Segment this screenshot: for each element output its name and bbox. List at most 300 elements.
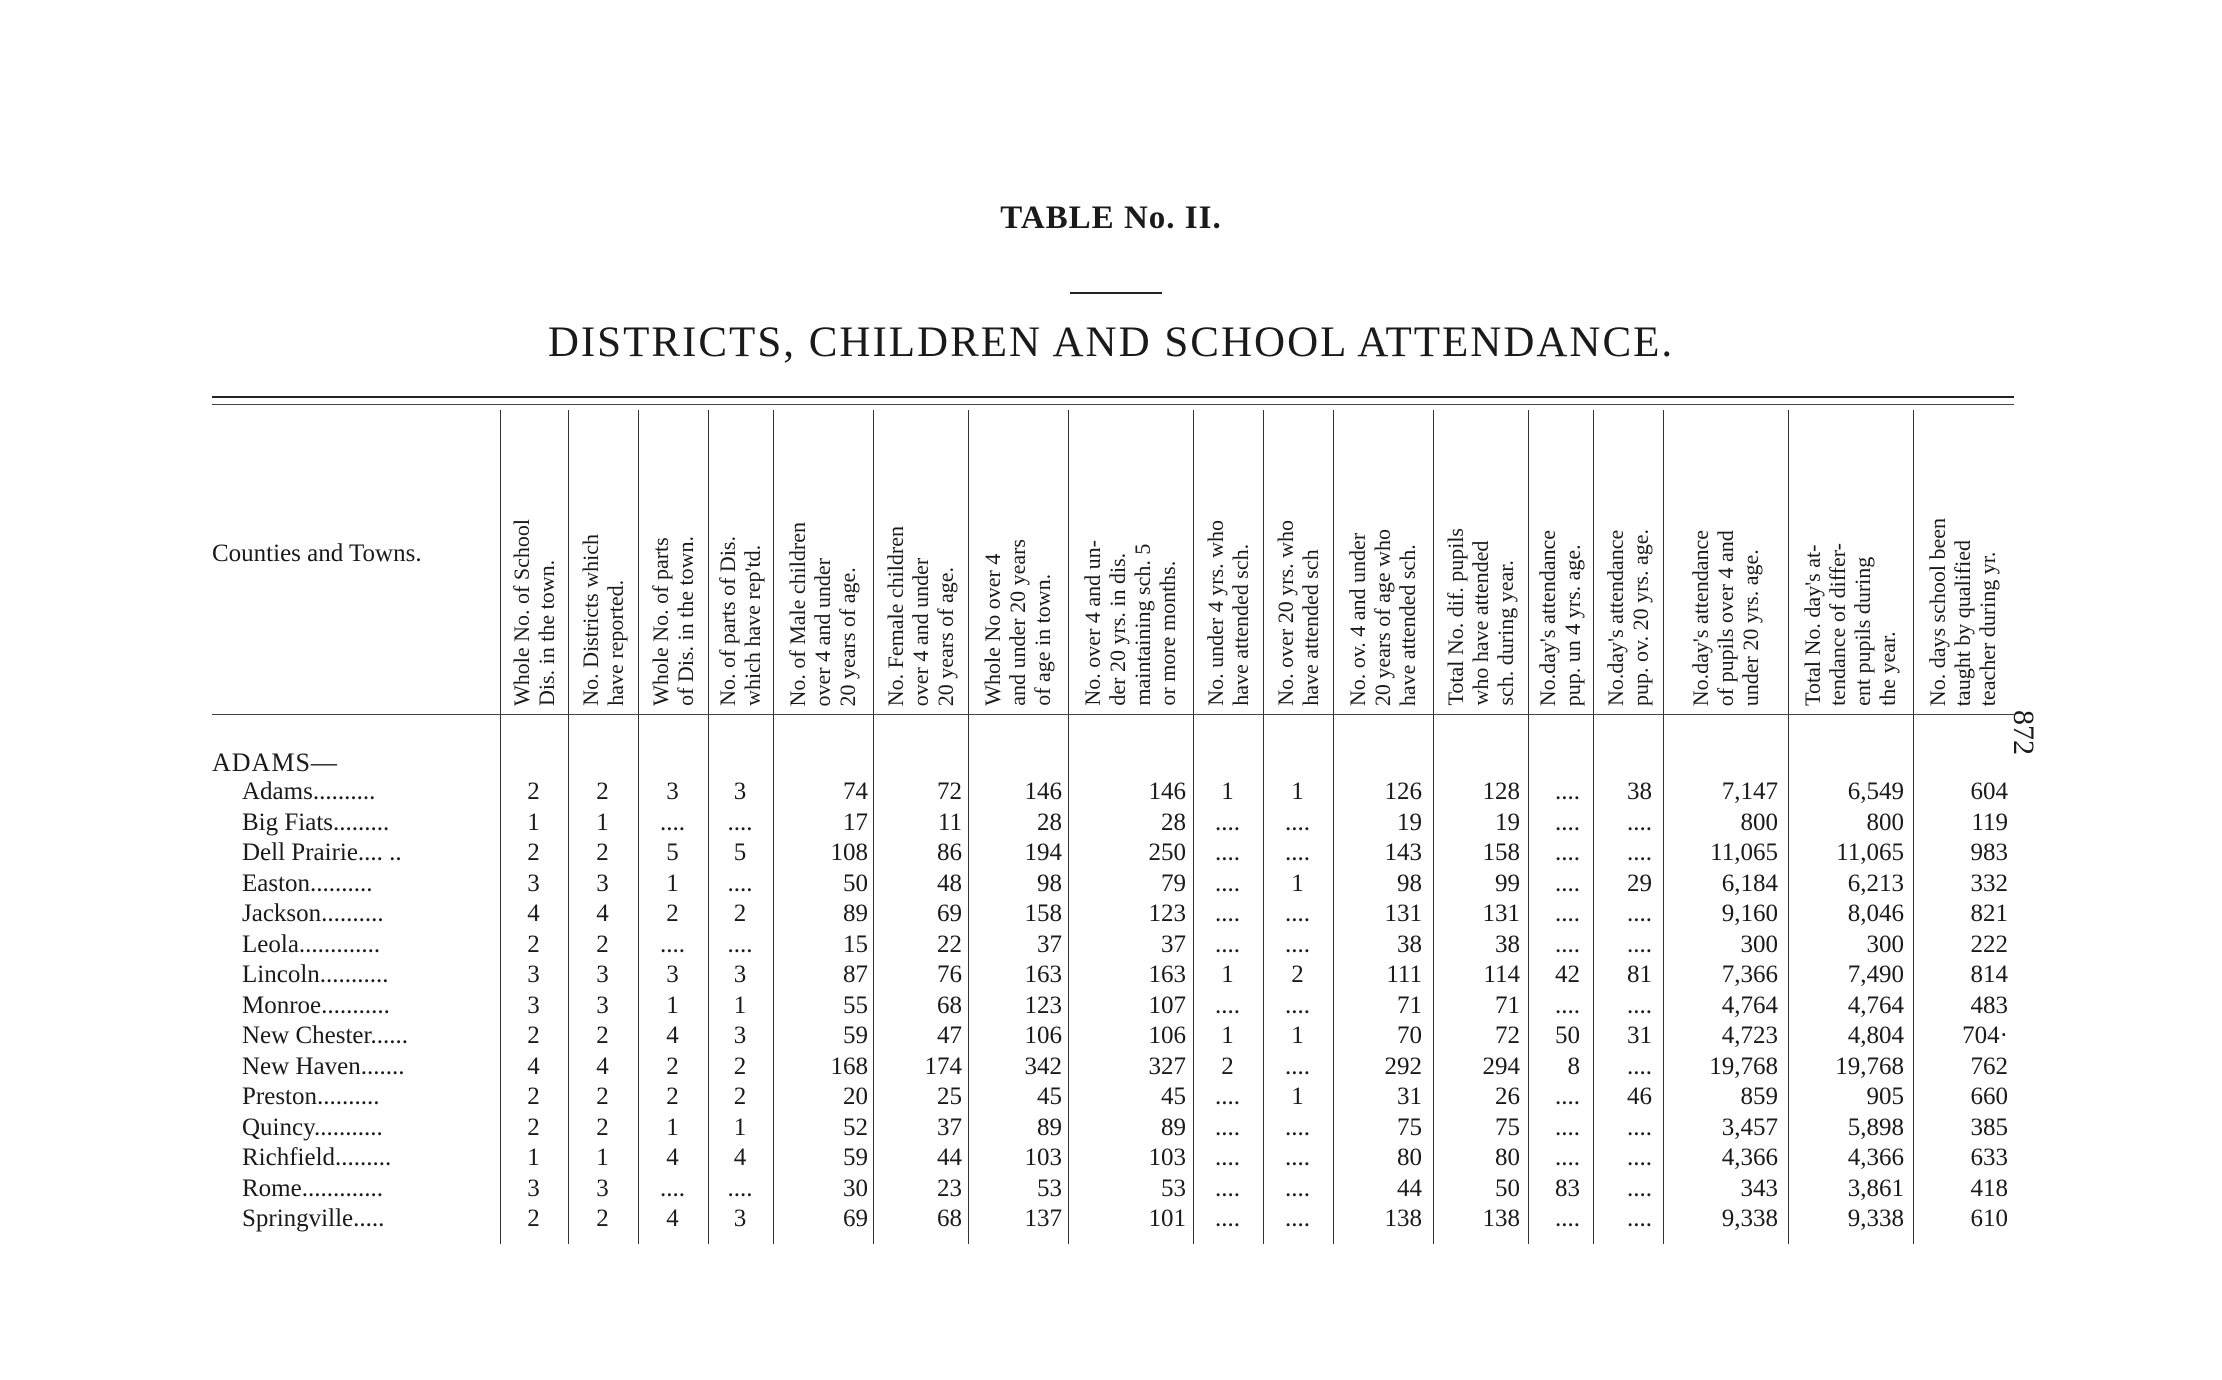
town-name: Big Fiats......... (242, 808, 390, 836)
table-cell: 4 (733, 1144, 747, 1171)
table-cell: 71 (1397, 991, 1422, 1019)
table-cell: 3 (527, 869, 540, 897)
table-cell: 26 (1495, 1083, 1520, 1110)
table-cell: 2 (1291, 961, 1304, 988)
town-name: Jackson.......... (242, 900, 384, 927)
table-cell: 44 (937, 1144, 962, 1171)
table-cell: 52 (843, 1113, 868, 1141)
table-cell: 128 (1482, 778, 1520, 805)
table-cell: .... (1285, 1113, 1310, 1141)
town-name: New Haven....... (242, 1052, 405, 1080)
table-cell: 3 (733, 1205, 747, 1232)
table-cell: 9,338 (1721, 1205, 1778, 1232)
table-cell: 2 (666, 1052, 679, 1080)
table-cell: 814 (1970, 961, 2008, 988)
table-cell: 158 (1024, 900, 1062, 927)
town-name: New Chester...... (242, 1022, 408, 1049)
column-header-label: No. ov. 4 and under 20 years of age who have attended sch. (1345, 528, 1420, 706)
table-cell: .... (727, 869, 753, 897)
table-cell: 50 (843, 869, 868, 897)
table-cell: 98 (1037, 869, 1062, 897)
table-cell: 2 (596, 1205, 609, 1232)
table-cell: .... (1555, 778, 1580, 805)
header-rule (212, 714, 2014, 715)
table-cell: 2 (527, 1022, 540, 1049)
table-cell: 2 (596, 1083, 609, 1110)
top-rule (212, 396, 2014, 398)
table-cell: 385 (1970, 1113, 2008, 1141)
column-header-2 (570, 416, 635, 706)
table-cell: .... (1285, 1144, 1310, 1171)
table-cell: 37 (937, 1113, 962, 1141)
table-cell: 45 (1037, 1083, 1062, 1110)
table-cell: 660 (1970, 1083, 2008, 1110)
table-row (0, 778, 2222, 808)
table-cell: 5,898 (1847, 1113, 1904, 1141)
table-cell: 342 (1024, 1052, 1062, 1080)
table-cell: 168 (830, 1052, 868, 1080)
table-cell: 48 (937, 869, 962, 897)
table-row (0, 1175, 2222, 1205)
table-cell: 2 (596, 778, 609, 805)
table-cell: 3 (596, 869, 609, 897)
table-cell: 76 (937, 961, 962, 988)
table-cell: 55 (843, 991, 868, 1019)
table-cell: 146 (1148, 778, 1186, 805)
table-cell: .... (1627, 1174, 1652, 1202)
column-header-5 (775, 416, 870, 706)
table-cell: 123 (1148, 900, 1186, 927)
table-cell: 89 (1037, 1113, 1062, 1141)
table-cell: 68 (937, 1205, 962, 1232)
table-cell: 23 (937, 1174, 962, 1202)
table-cell: .... (1555, 1144, 1580, 1171)
table-row (0, 961, 2222, 991)
county-name: ADAMS— (212, 748, 338, 777)
town-name: Lincoln........... (242, 961, 389, 988)
table-cell: 17 (843, 808, 868, 836)
table-cell: .... (1555, 869, 1580, 897)
table-cell: .... (1627, 808, 1652, 836)
table-cell: 50 (1555, 1022, 1580, 1049)
table-cell: 81 (1627, 961, 1652, 988)
table-row (0, 931, 2222, 961)
table-cell: 1 (596, 1144, 609, 1171)
table-cell: 7,366 (1721, 961, 1778, 988)
column-header-label: No.day's attendance pup. un 4 yrs. age. (1535, 529, 1585, 706)
table-cell: 3,861 (1847, 1174, 1904, 1202)
table-cell: 71 (1495, 991, 1520, 1019)
table-cell: 163 (1024, 961, 1062, 988)
town-name: Easton.......... (242, 869, 373, 897)
table-cell: 46 (1627, 1083, 1652, 1110)
table-cell: .... (1285, 839, 1310, 866)
table-cell: 19 (1495, 808, 1520, 836)
table-cell: 3 (733, 1022, 747, 1049)
table-cell: 158 (1482, 839, 1520, 866)
column-header-label: No. over 4 and un- der 20 yrs. in dis. maintaining sch. 5 or more months. (1080, 540, 1180, 706)
table-cell: 1 (1291, 869, 1304, 897)
table-cell: 138 (1384, 1205, 1422, 1232)
table-cell: 20 (843, 1083, 868, 1110)
table-cell: 5 (666, 839, 679, 866)
table-cell: 25 (937, 1083, 962, 1110)
table-cell: .... (1285, 930, 1310, 958)
table-cell: .... (1215, 1144, 1240, 1171)
table-cell: 6,184 (1721, 869, 1778, 897)
table-cell: 1 (733, 1113, 747, 1141)
table-cell: 11,065 (1710, 839, 1778, 866)
table-cell: 4 (527, 900, 540, 927)
table-cell: 2 (527, 930, 540, 958)
table-cell: .... (1215, 1205, 1240, 1232)
table-cell: 98 (1397, 869, 1422, 897)
table-cell: 137 (1024, 1205, 1062, 1232)
table-cell: 332 (1970, 869, 2008, 897)
table-cell: 28 (1037, 808, 1062, 836)
column-header-15 (1665, 416, 1785, 706)
town-name: Dell Prairie.... .. (242, 839, 402, 866)
table-cell: 2 (733, 900, 747, 927)
column-header-3 (640, 416, 705, 706)
table-cell: .... (1627, 1113, 1652, 1141)
table-cell: 38 (1627, 778, 1652, 805)
table-cell: 7,147 (1721, 778, 1778, 805)
table-cell: .... (1555, 839, 1580, 866)
top-rule-thin (212, 404, 2014, 405)
column-header-10 (1265, 416, 1330, 706)
column-header-14 (1595, 416, 1660, 706)
table-cell: .... (1627, 930, 1652, 958)
table-cell: .... (1215, 991, 1240, 1019)
table-row (0, 839, 2222, 869)
table-cell: 610 (1970, 1205, 2008, 1232)
table-cell: .... (660, 808, 685, 836)
table-cell: 4,764 (1847, 991, 1904, 1019)
table-cell: 3 (527, 961, 540, 988)
column-header-8 (1070, 416, 1190, 706)
table-row (0, 900, 2222, 930)
table-cell: 3 (527, 1174, 540, 1202)
table-cell: 327 (1148, 1052, 1186, 1080)
table-cell: 2 (596, 839, 609, 866)
table-cell: .... (1555, 1205, 1580, 1232)
table-cell: 4 (596, 1052, 609, 1080)
column-header-16 (1790, 416, 1910, 706)
table-cell: 1 (1291, 778, 1304, 805)
table-cell: 6,549 (1847, 778, 1904, 805)
table-cell: 1 (666, 991, 679, 1019)
table-cell: 8 (1567, 1052, 1580, 1080)
table-cell: 1 (1221, 961, 1234, 988)
table-cell: 163 (1148, 961, 1186, 988)
table-cell: 50 (1495, 1174, 1520, 1202)
table-row (0, 1144, 2222, 1174)
title-divider (1070, 292, 1162, 294)
table-cell: 59 (843, 1022, 868, 1049)
town-name: Adams.......... (242, 778, 376, 805)
table-cell: 4,804 (1847, 1022, 1904, 1049)
table-cell: 194 (1024, 839, 1062, 866)
table-row (0, 1205, 2222, 1235)
page-number: 872 (2007, 710, 2040, 755)
table-cell: .... (1215, 808, 1240, 836)
table-cell: 300 (1740, 930, 1778, 958)
table-cell: 4,723 (1721, 1022, 1778, 1049)
table-cell: 79 (1161, 869, 1186, 897)
table-cell: 89 (1161, 1113, 1186, 1141)
table-row (0, 1053, 2222, 1083)
column-header-17 (1915, 416, 2010, 706)
column-header-label: No. of Male children over 4 and under 20 years of age. (785, 521, 860, 706)
table-cell: .... (1555, 930, 1580, 958)
table-cell: 292 (1384, 1052, 1422, 1080)
table-cell: 19,768 (1835, 1052, 1904, 1080)
table-cell: 6,213 (1847, 869, 1904, 897)
table-cell: 3 (596, 1174, 609, 1202)
table-cell: 89 (843, 900, 868, 927)
table-cell: 123 (1024, 991, 1062, 1019)
table-cell: 704· (1962, 1022, 2008, 1049)
table-cell: 604 (1970, 778, 2008, 805)
column-header-label: Whole No. of School Dis. in the town. (508, 519, 559, 706)
table-cell: 108 (830, 839, 868, 866)
table-cell: 37 (1037, 930, 1062, 958)
table-row (0, 870, 2222, 900)
table-cell: 821 (1970, 900, 2008, 927)
column-header-label: No. days school been taught by qualified teacher during yr. (1925, 517, 2000, 706)
column-header-label: Whole No over 4 and under 20 years of age in town. (980, 539, 1055, 706)
column-header-13 (1530, 416, 1590, 706)
table-cell: .... (727, 1174, 753, 1202)
table-cell: 2 (733, 1083, 747, 1110)
table-cell: 38 (1495, 930, 1520, 958)
table-cell: 800 (1740, 808, 1778, 836)
table-cell: .... (1627, 1144, 1652, 1171)
table-cell: 42 (1555, 961, 1580, 988)
table-cell: .... (1627, 1205, 1652, 1232)
table-cell: 29 (1627, 869, 1652, 897)
column-header-11 (1335, 416, 1430, 706)
table-cell: 800 (1866, 808, 1904, 836)
table-cell: 1 (527, 1144, 540, 1171)
table-cell: 45 (1161, 1083, 1186, 1110)
table-cell: 859 (1740, 1083, 1778, 1110)
table-row (0, 1022, 2222, 1052)
table-cell: 38 (1397, 930, 1422, 958)
table-cell: 1 (1221, 1022, 1234, 1049)
table-cell: 53 (1161, 1174, 1186, 1202)
town-name: Springville..... (242, 1205, 385, 1232)
table-cell: 483 (1970, 991, 2008, 1019)
table-cell: 107 (1148, 991, 1186, 1019)
table-cell: .... (1555, 808, 1580, 836)
table-cell: 11 (937, 808, 962, 836)
table-cell: 174 (924, 1052, 962, 1080)
table-cell: 2 (527, 1205, 540, 1232)
table-cell: 70 (1397, 1022, 1422, 1049)
table-cell: .... (1285, 1205, 1310, 1232)
table-cell: 1 (733, 991, 747, 1019)
table-title: TABLE No. II. (1000, 200, 1222, 236)
table-cell: 19 (1397, 808, 1422, 836)
table-row (0, 1083, 2222, 1113)
table-cell: 143 (1384, 839, 1422, 866)
column-header-counties: Counties and Towns. (212, 540, 422, 567)
table-cell: 138 (1482, 1205, 1520, 1232)
table-cell: .... (1215, 839, 1240, 866)
table-cell: 80 (1397, 1144, 1422, 1171)
table-cell: 146 (1024, 778, 1062, 805)
column-header-9 (1195, 416, 1260, 706)
column-header-label: No. Female children over 4 and under 20 years of age. (882, 525, 958, 706)
town-name: Monroe........... (242, 991, 390, 1019)
table-cell: 4 (666, 1205, 679, 1232)
column-header-label: No. under 4 yrs. who have attended sch. (1202, 520, 1253, 706)
table-cell: .... (1555, 900, 1580, 927)
table-cell: .... (1285, 991, 1310, 1019)
table-cell: 8,046 (1847, 900, 1904, 927)
table-cell: 106 (1024, 1022, 1062, 1049)
town-name: Richfield......... (242, 1144, 392, 1171)
table-subtitle: DISTRICTS, CHILDREN AND SCHOOL ATTENDANCE. (547, 319, 1675, 366)
table-cell: 75 (1495, 1113, 1520, 1141)
column-header-4 (710, 416, 770, 706)
column-header-label: Whole No. of parts of Dis. in the town. (647, 536, 698, 706)
town-name: Quincy........... (242, 1113, 383, 1141)
table-cell: 131 (1482, 900, 1520, 927)
table-cell: 68 (937, 991, 962, 1019)
table-cell: .... (727, 808, 753, 836)
table-cell: .... (1627, 839, 1652, 866)
table-cell: 80 (1495, 1144, 1520, 1171)
table-cell: .... (1215, 1113, 1240, 1141)
table-cell: 19,768 (1709, 1052, 1778, 1080)
table-cell: 4 (527, 1052, 540, 1080)
table-cell: 72 (1495, 1022, 1520, 1049)
table-cell: .... (1215, 869, 1240, 897)
table-cell: 3,457 (1721, 1113, 1778, 1141)
table-cell: 300 (1866, 930, 1904, 958)
table-cell: 83 (1555, 1174, 1580, 1202)
table-cell: 59 (843, 1144, 868, 1171)
table-cell: 1 (596, 808, 609, 836)
table-cell: .... (1627, 991, 1652, 1019)
table-cell: 1 (1291, 1022, 1304, 1049)
table-cell: 2 (1221, 1052, 1234, 1080)
table-cell: 31 (1627, 1022, 1652, 1049)
table-cell: 3 (733, 778, 747, 805)
table-cell: 2 (596, 1022, 609, 1049)
table-cell: 75 (1397, 1113, 1422, 1141)
table-cell: 11,065 (1836, 839, 1904, 866)
town-name: Rome............. (242, 1174, 383, 1202)
table-cell: 4,764 (1721, 991, 1778, 1019)
table-cell: 22 (937, 930, 962, 958)
table-cell: 4,366 (1847, 1144, 1904, 1171)
table-cell: 1 (527, 808, 540, 836)
table-cell: 4 (596, 900, 609, 927)
column-header-label: Total No. dif. pupils who have attended sch. during year. (1442, 528, 1518, 706)
table-cell: 3 (596, 991, 609, 1019)
column-header-7 (970, 416, 1065, 706)
column-header-label: No. Districts which have reported. (577, 534, 628, 706)
table-cell: 1 (666, 1113, 679, 1141)
table-cell: 2 (596, 1113, 609, 1141)
table-cell: 126 (1384, 778, 1422, 805)
table-row (0, 992, 2222, 1022)
table-cell: 222 (1970, 930, 2008, 958)
column-header-label: No. over 20 yrs. who have attended sch (1272, 520, 1323, 706)
table-cell: 69 (843, 1205, 868, 1232)
table-cell: 7,490 (1847, 961, 1904, 988)
table-cell: 3 (733, 961, 747, 988)
table-cell: 47 (937, 1022, 962, 1049)
table-cell: 418 (1970, 1174, 2008, 1202)
table-cell: .... (1555, 991, 1580, 1019)
table-cell: 4,366 (1721, 1144, 1778, 1171)
column-header-12 (1435, 416, 1525, 706)
table-cell: 114 (1483, 961, 1520, 988)
table-cell: 3 (527, 991, 540, 1019)
table-row (0, 1114, 2222, 1144)
table-cell: 119 (1971, 808, 2008, 836)
table-cell: 15 (843, 930, 868, 958)
table-cell: 53 (1037, 1174, 1062, 1202)
table-cell: 74 (843, 778, 868, 805)
table-cell: 983 (1970, 839, 2008, 866)
table-cell: .... (1285, 808, 1310, 836)
table-cell: 2 (666, 900, 679, 927)
table-cell: 1 (1291, 1083, 1304, 1110)
table-cell: 3 (666, 778, 679, 805)
town-name: Leola............. (242, 930, 381, 958)
table-cell: 86 (937, 839, 962, 866)
table-cell: .... (1285, 1052, 1310, 1080)
table-cell: 250 (1148, 839, 1186, 866)
table-cell: 2 (527, 1083, 540, 1110)
table-cell: 44 (1397, 1174, 1422, 1202)
column-header-label: Total No. day's at- tendance of differ- ent pupils during the year. (1800, 543, 1900, 706)
table-cell: 72 (937, 778, 962, 805)
table-cell: 69 (937, 900, 962, 927)
table-cell: .... (660, 1174, 685, 1202)
column-header-1 (502, 416, 565, 706)
table-cell: 3 (666, 961, 679, 988)
column-header-label: No. of parts of Dis. which have rep'td. (715, 536, 765, 706)
table-cell: .... (727, 930, 753, 958)
table-cell: 2 (527, 778, 540, 805)
table-cell: 1 (666, 869, 679, 897)
column-header-label: No.day's attendance pup. ov. 20 yrs. age. (1602, 529, 1653, 706)
table-cell: .... (1215, 900, 1240, 927)
table-cell: 106 (1148, 1022, 1186, 1049)
table-cell: .... (1285, 900, 1310, 927)
table-cell: .... (1555, 1083, 1580, 1110)
table-cell: 2 (527, 1113, 540, 1141)
column-header-label: No.day's attendance of pupils over 4 and under 20 yrs. age. (1687, 529, 1763, 706)
table-cell: 2 (527, 839, 540, 866)
table-cell: .... (1215, 1174, 1240, 1202)
table-cell: .... (1215, 1083, 1240, 1110)
table-cell: 9,338 (1847, 1205, 1904, 1232)
table-cell: 103 (1148, 1144, 1186, 1171)
table-cell: 294 (1482, 1052, 1520, 1080)
table-cell: 111 (1386, 961, 1422, 988)
column-header-6 (875, 416, 965, 706)
table-cell: 2 (596, 930, 609, 958)
table-cell: 131 (1384, 900, 1422, 927)
